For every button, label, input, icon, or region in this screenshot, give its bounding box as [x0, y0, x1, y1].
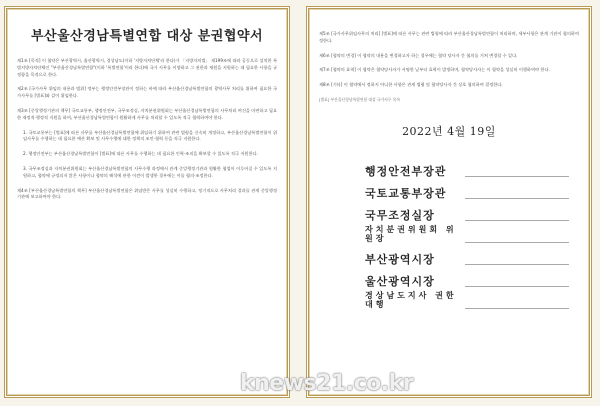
signature-line: [465, 296, 569, 309]
signatory-row: [365, 155, 579, 177]
signatory-name: 행정안전부장관: [365, 164, 447, 178]
article-3-item-2: 2. 행정안전부는 부산울산경남특별연합이 [별표]에 따른 사무를 수행하는 데 필요한 인력·조직을 확보할 수 있도록 적극 지원한다.: [23, 151, 258, 157]
signatory-name: 경상남도지사 권한대행: [365, 289, 457, 309]
agreement-page-left: [4, 6, 290, 398]
signatory-row: [365, 177, 579, 199]
article-3-item-1: 1. 국토교통부는 [별표]에 따른 사무를 부산울산경남특별연합에 위임하기 위하여 관련 법령을 신속히 개정하고, 부산울산경남특별연합이 위임사무를 수행하는 데 필요한 예산 확보 및 사무수행에 대한 정책적 조언·협력 등을 적극 지원한다.: [23, 129, 277, 142]
agreement-page-right: [306, 6, 592, 398]
signatory-row: [365, 243, 579, 265]
article-3-item-3: 3. 국무조정실과 자치분권위원회는 부산울산경남특별연합의 사무수행 과정에서 관계 중앙행정기관과 원활한 협업이 이루어질 수 있도록 지원하고, 협약에 규정되지 않은 사항이나 협약의 해석에 관한 이견이 발생한 경우에는 이를 협의·조정한다.: [23, 165, 277, 178]
signatory-row: [365, 221, 579, 243]
article-7: 제7조 [협약의 효력] 이 협약은 협약당사자가 서명한 날부터 효력이 발생하며, 협약당사자는 이 협약을 성실히 이행하여야 한다.: [319, 67, 550, 73]
signature-line: [465, 274, 569, 287]
article-6: 제6조 [협약의 변경] 이 협약의 내용을 변경하고자 하는 경우에는 협약 당사자 간 협의를 거쳐 변경할 수 있다.: [319, 52, 518, 58]
signature-line: [465, 208, 569, 221]
article-1: 제1조 [목적] 이 협약은 부산광역시, 울산광역시, 경상남도(이하 '지방자치단체'라 한다)가 「지방자치법」 제199조에 따라 공동으로 설치한 특별지방자치단체인 "부산울산경남특별연합"(이하 '특별연합'이라 한다)에 국가 사무를 이양하고 그 권한과 재원을 지원하는 데 필요한 사항을 규정함을 목적으로 한다.: [17, 58, 277, 77]
article-4: 제4조 [부산울산경남특별연합의 책무] 부산울산경남특별연합은 위임받은 사무를 성실히 수행하고, 정기적으로 사무처리 결과를 관계 중앙행정기관에 보고하여야 한다.: [17, 187, 277, 200]
article-8: 제8조 [기타] 이 협약에서 정하지 아니한 사항은 관계 법령 및 협약당사자 간 상호 협의하여 결정한다.: [319, 82, 503, 88]
signatory-name: 국토교통부장관: [365, 186, 447, 200]
article-3: 제3조 [중앙행정기관의 책무] 국토교통부, 행정안전부, 국무조정실, 자치분권위원회는 부산울산경남특별연합의 사무처리 여건을 마련하고 필요한 재정적·행정적 지원을 하며, 부산울산경남특별연합이 원활하게 사무를 처리할 수 있도록 적극 협력하여야 한다.: [17, 107, 277, 120]
signature-line: [465, 164, 569, 177]
article-5: 제5조 [국가사무위임사무의 처리] [별표]에 따른 사무는 관련 법령에 따라 부산울산경남특별연합이 처리하며, 세부사항은 관계 기관이 협의하여 정한다.: [319, 31, 579, 43]
site-watermark: knews21.co.kr: [240, 371, 414, 396]
document-title: 부산울산경남특별연합 대상 분권협약서: [30, 29, 264, 44]
signatory-name: 울산광역시장: [365, 274, 435, 288]
signatory-row: [365, 199, 579, 221]
signature-line: [465, 186, 569, 199]
signatory-name: 국무조정실장: [365, 208, 435, 222]
signature-line: [465, 230, 569, 243]
signatory-name: 부산광역시장: [365, 252, 435, 266]
annex-footnote: [별표] 부산울산경남특별연합 대상 국가사무 목록: [319, 96, 401, 102]
article-2: 제2조 [국가사무 위임의 내용과 범위] 정부는 행정안전부장관이 정하는 바에 따라 부산울산경남특별연합의 광역사무 처리를 위하여 필요한 국가사무를 [별표]와 같이 위임한다.: [17, 86, 277, 99]
signatory-row: [365, 287, 579, 309]
signature-line: [465, 252, 569, 265]
signatory-name: 자치분권위원회 위원장: [365, 223, 457, 243]
signing-date: 2022년 4월 19일: [402, 124, 496, 138]
signatory-row: [365, 265, 579, 287]
